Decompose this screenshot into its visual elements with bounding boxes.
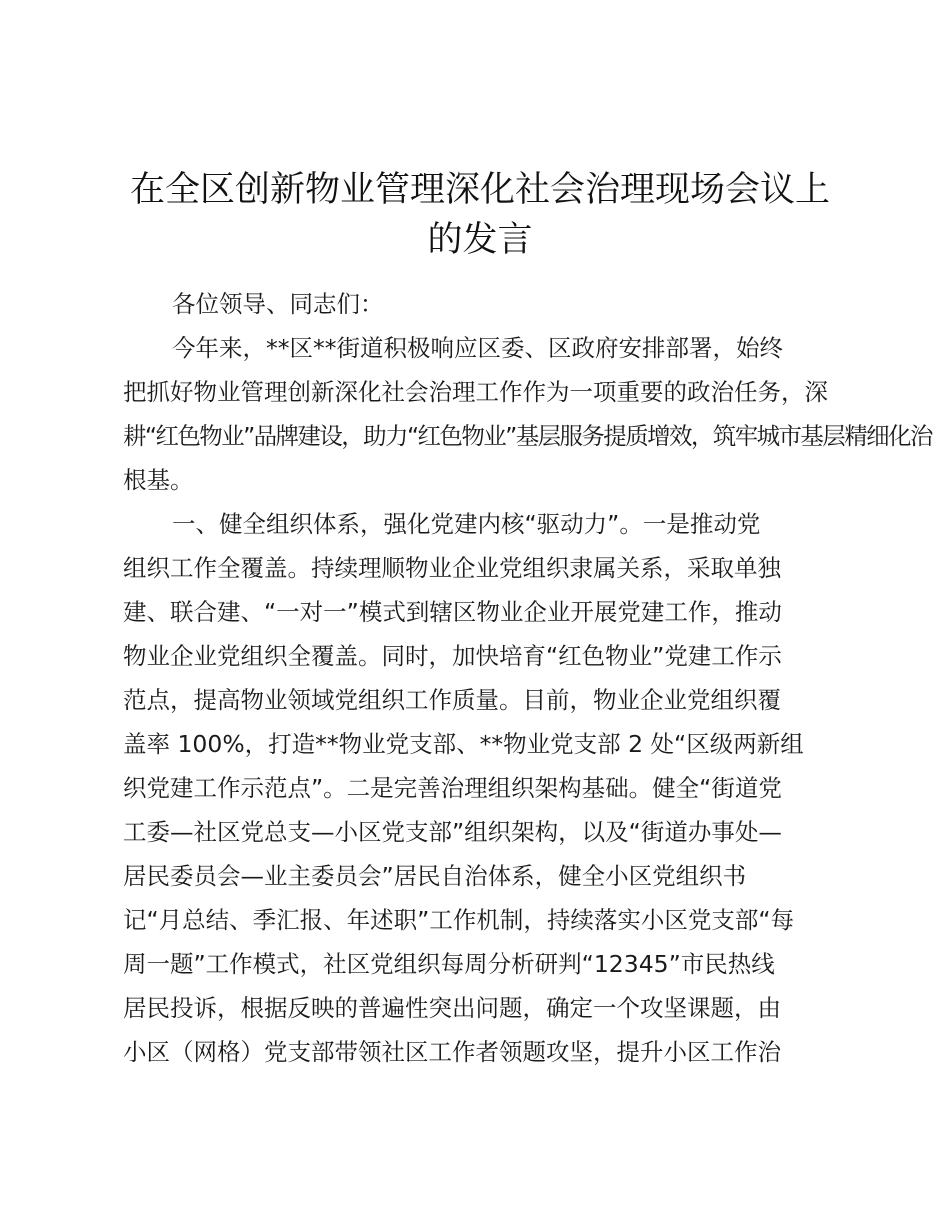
paragraph-line: 织党建工作示范点”。二是完善治理组织架构基础。健全“街道党 [123, 774, 782, 802]
paragraph-line: 居民投诉，根据反映的普遍性突出问题，确定一个攻坚课题，由 [123, 994, 781, 1022]
paragraph-line: 今年来，**区**街道积极响应区委、区政府安排部署，始终 [172, 334, 783, 362]
document-title-line-2: 的发言 [427, 220, 533, 260]
paragraph-line: 小区（网格）党支部带领社区工作者领题攻坚，提升小区工作治 [123, 1038, 781, 1066]
salutation: 各位领导、同志们： [172, 290, 384, 318]
paragraph-line: 耕“红色物业”品牌建设，助力“红色物业”基层服务提质增效，筑牢城市基层精细化治 [123, 422, 932, 450]
paragraph-line: 物业企业党组织全覆盖。同时，加快培育“红色物业”党建工作示 [123, 642, 782, 670]
paragraph-line: 建、联合建、“一对一”模式到辖区物业企业开展党建工作，推动 [123, 598, 782, 626]
paragraph-line: 周一题”工作模式，社区党组织每周分析研判“12345”市民热线 [123, 950, 775, 978]
paragraph-line: 根基。 [123, 466, 194, 494]
paragraph-line: 居民委员会—业主委员会”居民自治体系，健全小区党组织书 [123, 862, 747, 890]
paragraph-line: 盖率 100%，打造**物业党支部、**物业党支部 2 处“区级两新组 [123, 730, 804, 758]
paragraph-line: 记“月总结、季汇报、年述职”工作机制，持续落实小区党支部“每 [123, 906, 795, 934]
paragraph-line: 把抓好物业管理创新深化社会治理工作作为一项重要的政治任务，深 [123, 378, 828, 406]
section-heading-line: 一、健全组织体系，强化党建内核“驱动力”。一是推动党 [172, 510, 761, 538]
paragraph-line: 范点，提高物业领域党组织工作质量。目前，物业企业党组织覆 [123, 686, 781, 714]
paragraph-line: 组织工作全覆盖。持续理顺物业企业党组织隶属关系，采取单独 [123, 554, 781, 582]
document-title-line-1: 在全区创新物业管理深化社会治理现场会议上 [129, 170, 830, 210]
paragraph-line: 工委—社区党总支—小区党支部”组织架构，以及“街道办事处— [123, 818, 782, 846]
